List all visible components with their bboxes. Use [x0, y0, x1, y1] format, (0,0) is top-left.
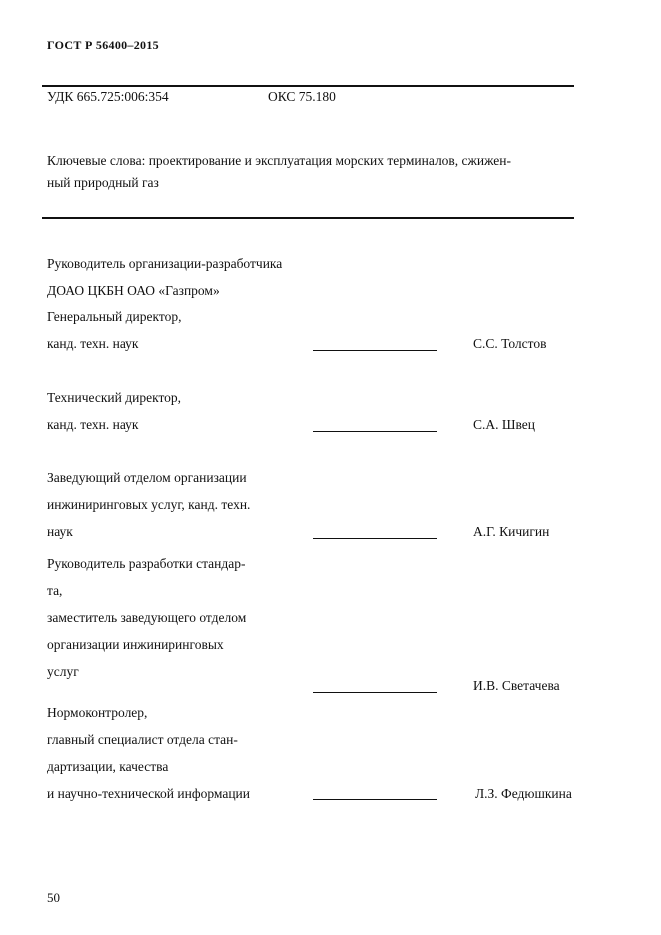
signatory-5-title-line: Нормоконтролер,	[47, 705, 148, 720]
oks-code: ОКС 75.180	[268, 89, 336, 104]
signatory-5-title-line: дартизации, качества	[47, 759, 169, 774]
standard-header: ГОСТ Р 56400–2015	[47, 38, 159, 52]
signatory-4-title-line: та,	[47, 583, 63, 598]
signatory-5-name: Л.З. Федюшкина	[475, 786, 572, 801]
signatory-1-title-line: Генеральный директор,	[47, 309, 182, 324]
signatory-2-name: С.А. Швец	[473, 417, 536, 432]
top-rule	[42, 85, 574, 87]
signatory-5-title-line: главный специалист отдела стан-	[47, 732, 238, 747]
organization-name: ДОАО ЦКБН ОАО «Газпром»	[47, 283, 220, 298]
keywords-block	[47, 150, 602, 194]
signatory-3-title-line: наук	[47, 524, 73, 539]
keywords-line-1: Ключевые слова: проектирование и эксплуатация морских терминалов, сжижен-	[47, 153, 511, 168]
signature-line	[313, 350, 437, 351]
signatory-5-title-line: и научно-технической информации	[47, 786, 250, 801]
signatory-4-name: И.В. Светачева	[473, 678, 560, 693]
keywords-line-2: ный природный газ	[47, 175, 159, 190]
organization-head-label: Руководитель организации-разработчика	[47, 256, 283, 271]
page-number: 50	[47, 890, 60, 905]
signatory-4-title-line: заместитель заведующего отделом	[47, 610, 247, 625]
signature-line	[313, 799, 437, 800]
signature-line	[313, 692, 437, 693]
signatory-4-title-line: Руководитель разработки стандар-	[47, 556, 246, 571]
signatory-2-title-line: канд. техн. наук	[47, 417, 139, 432]
signatory-4-title-line: организации инжиниринговых	[47, 637, 224, 652]
bottom-rule	[42, 217, 574, 219]
signature-line	[313, 538, 437, 539]
signature-line	[313, 431, 437, 432]
udk-code: УДК 665.725:006:354	[47, 89, 169, 104]
signatory-1-name: С.С. Толстов	[473, 336, 547, 351]
signatory-4-title-line: услуг	[47, 664, 79, 679]
signatory-3-title-line: Заведующий отделом организации	[47, 470, 247, 485]
signatory-1-title-line: канд. техн. наук	[47, 336, 139, 351]
signatory-3-title-line: инжиниринговых услуг, канд. техн.	[47, 497, 251, 512]
signatory-2-title-line: Технический директор,	[47, 390, 182, 405]
signatory-3-name: А.Г. Кичигин	[473, 524, 550, 539]
